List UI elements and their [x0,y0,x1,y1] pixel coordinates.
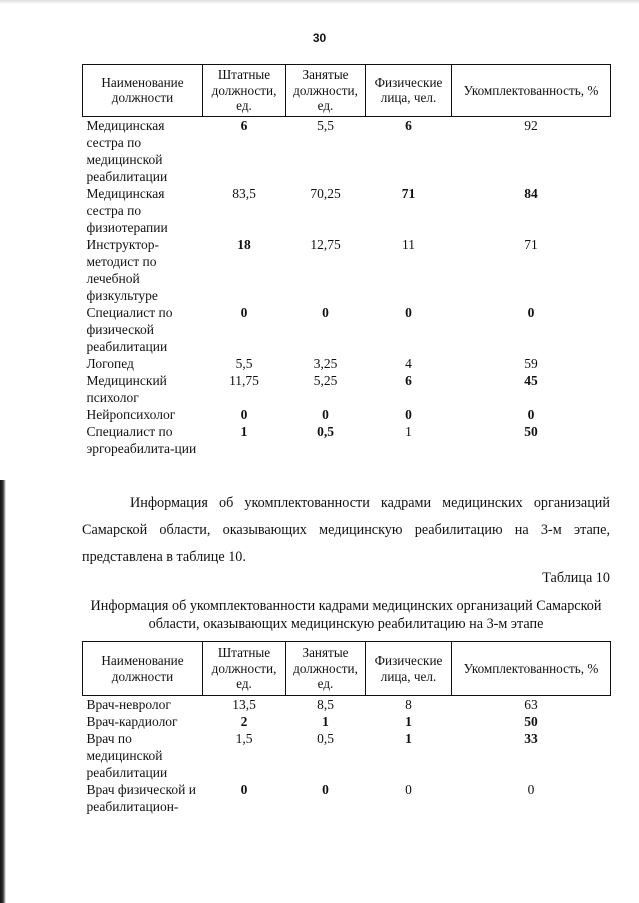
cell-occupied: 1 [322,714,329,729]
table-row [83,372,611,406]
cell-occupied: 0 [322,406,329,422]
cell-staff: 6 [240,117,248,133]
cell-individuals: 11 [402,236,415,252]
cell-staffing: 33 [524,731,538,746]
header-staffing-level: Укомплектованность, % [452,642,611,696]
cell-individuals: 1 [405,714,412,729]
cell-staffing: 0 [527,782,535,797]
cell-position: Врач-невролог [86,697,171,712]
scan-edge-left [0,480,6,903]
table-row [83,713,611,730]
cell-occupied: 0,5 [317,423,334,439]
header-position: Наименование должности [83,642,203,696]
cell-position: Врач физической и реабилитацион- [86,782,196,814]
cell-staffing: 50 [524,714,538,729]
cell-staff: 11,75 [229,372,259,388]
header-position: Наименование должности [83,65,203,117]
header-staff-positions: Штатные должности, ед. [203,642,286,696]
cell-position: Врач-кардиолог [86,714,178,729]
cell-position: Медицинский психолог [86,372,167,405]
table-header-row [83,65,611,117]
cell-staffing: 45 [524,372,538,388]
cell-staff: 13,5 [232,697,256,712]
cell-individuals: 6 [405,117,412,133]
cell-staffing: 92 [524,117,538,133]
cell-staffing: 50 [524,423,538,439]
cell-staffing: 84 [524,185,538,201]
table-row [83,236,611,304]
table-header-row [83,642,611,696]
cell-occupied: 0 [322,782,329,797]
cell-individuals: 6 [405,372,412,388]
table-row [83,185,611,236]
header-occupied-positions: Занятые должности, ед. [286,642,366,696]
cell-occupied: 0,5 [317,731,334,746]
header-staffing-level: Укомплектованность, % [452,65,611,117]
cell-position: Медицинская сестра по физиотерапии [86,185,168,235]
table-title: Информация об укомплектованности кадрами медицинских организаций Самарской области, оказывающих медицинскую реабилитацию на 3-м этапе [90,598,602,632]
table-row [83,781,611,815]
cell-position: Медицинская сестра по медицинской реабилитации [86,117,168,184]
staffing-table-continued [82,64,611,457]
cell-occupied: 70,25 [310,185,341,201]
table-row [83,116,611,185]
cell-position: Инструктор-методист по лечебной физкультуре [86,236,159,303]
table-row [83,696,611,714]
cell-individuals: 0 [405,304,412,320]
cell-individuals: 1 [405,423,412,439]
cell-staff: 2 [240,714,248,729]
page-number: 30 [312,31,327,45]
cell-position: Специалист по физической реабилитации [86,304,173,354]
header-staff-positions: Штатные должности, ед. [203,65,286,117]
header-individuals: Физические лица, чел. [366,65,452,117]
cell-staff: 83,5 [232,185,256,201]
table-row [83,355,611,372]
cell-occupied: 8,5 [317,697,334,712]
cell-occupied: 12,75 [310,236,341,252]
cell-individuals: 8 [405,697,412,712]
cell-position: Нейропсихолог [86,406,176,422]
cell-staff: 1,5 [235,731,253,746]
scan-edge-top [0,0,639,4]
cell-staffing: 59 [524,355,538,371]
cell-individuals: 0 [405,782,412,797]
table-row [83,304,611,355]
cell-staffing: 71 [524,236,538,252]
cell-staffing: 63 [524,697,538,712]
cell-individuals: 0 [405,406,412,422]
body-paragraph: Информация об укомплектованности кадрами медицинских организаций Самарской области, оказывающих медицинскую реабилитацию на 3-м этапе, представлена в таблице 10. [82,495,610,565]
table-caption: Таблица 10 [542,570,610,586]
table-row [83,730,611,781]
cell-individuals: 1 [405,731,412,746]
cell-position: Врач по медицинской реабилитации [86,731,168,780]
header-individuals: Физические лица, чел. [366,642,452,696]
cell-staffing: 0 [527,406,535,422]
staffing-table-10 [82,641,611,815]
cell-staff: 5,5 [235,355,253,371]
cell-staffing: 0 [527,304,535,320]
cell-staff: 18 [237,236,251,252]
table-row [83,406,611,423]
cell-individuals: 4 [405,355,412,371]
cell-position: Логопед [86,355,134,371]
cell-staff: 0 [240,782,248,797]
cell-staff: 0 [240,304,248,320]
cell-position: Специалист по эргореабилита-ции [86,423,197,456]
cell-occupied: 3,25 [313,355,338,371]
table-row [83,423,611,457]
cell-individuals: 71 [401,185,416,201]
cell-occupied: 5,25 [313,372,338,388]
header-occupied-positions: Занятые должности, ед. [286,65,366,117]
cell-occupied: 0 [322,304,329,320]
cell-staff: 0 [240,406,248,422]
cell-staff: 1 [240,423,248,439]
cell-occupied: 5,5 [317,117,334,133]
